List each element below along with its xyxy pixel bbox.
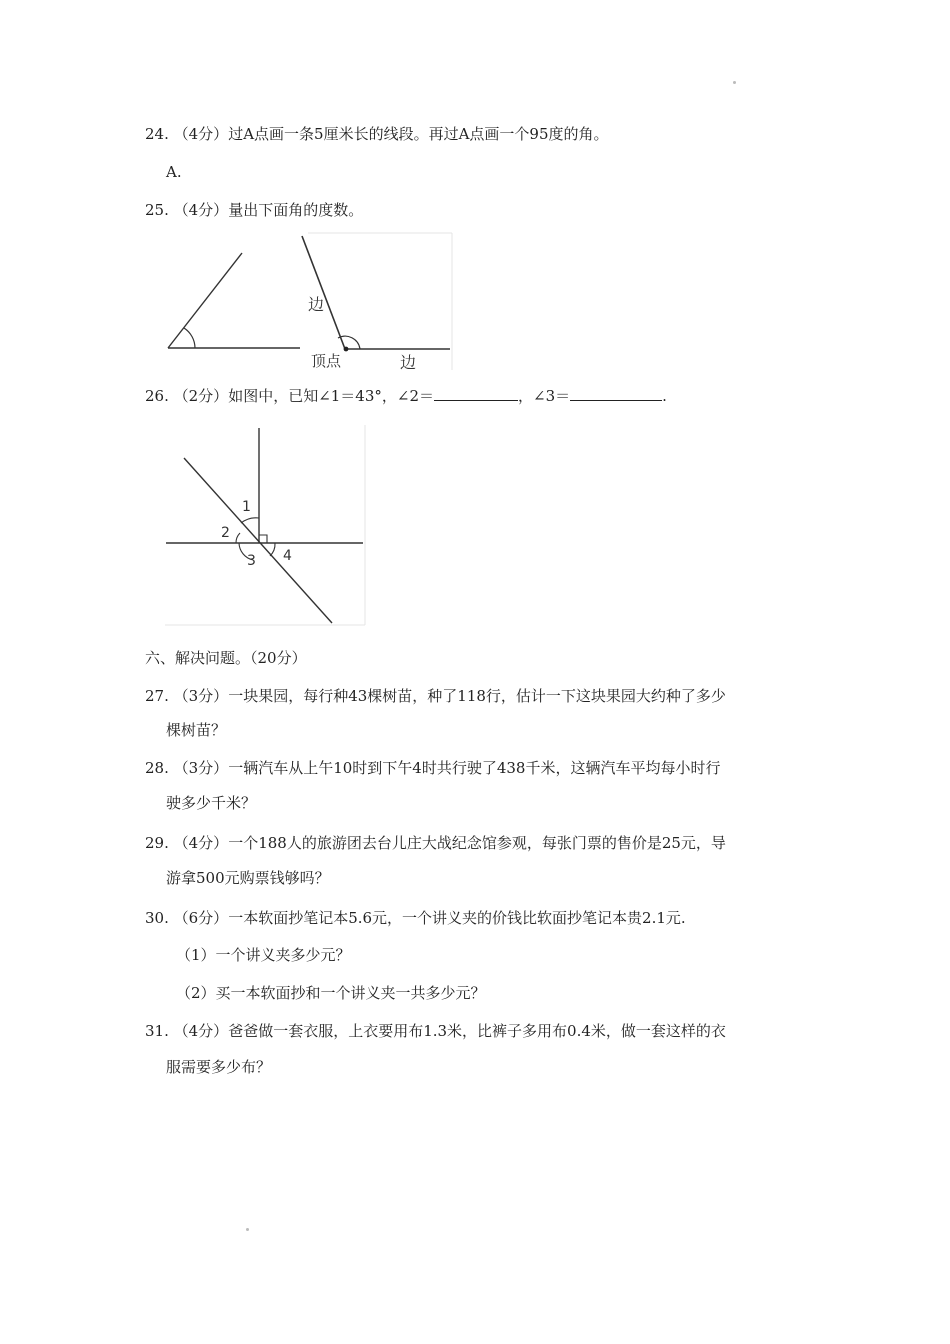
question-30: [145, 908, 686, 928]
point-a-label: A.: [166, 163, 182, 181]
vertex-dot: [344, 347, 349, 352]
question-number: 25.: [145, 201, 169, 219]
question-28: [145, 758, 720, 778]
label-angle-2: 2: [221, 525, 230, 541]
label-angle-4: 4: [283, 548, 292, 564]
question-29-continued: 游拿500元购票钱够吗？: [166, 869, 330, 887]
question-text: 过A点画一条5厘米长的线段。再过A点画一个95度的角。: [228, 125, 609, 143]
question-score: （4分）: [173, 125, 229, 143]
label-side-lower: 边: [400, 353, 417, 372]
question-score: （3分）: [173, 687, 229, 705]
angle-figures: [160, 228, 460, 376]
answer-blank-angle2[interactable]: [434, 386, 518, 401]
question-number: 27.: [145, 687, 169, 705]
question-number: 28.: [145, 759, 169, 777]
question-24: [145, 124, 609, 144]
right-angle-mark: [259, 535, 267, 543]
question-text: 爸爸做一套衣服，上衣要用布1.3米，比裤子多用布0.4米，做一套这样的衣: [228, 1022, 726, 1040]
question-text: 一本软面抄笔记本5.6元，一个讲义夹的价钱比软面抄笔记本贵2.1元.: [228, 909, 686, 927]
question-score: （3分）: [173, 759, 229, 777]
question-text: 一个188人的旅游团去台儿庄大战纪念馆参观，每张门票的售价是25元，导: [228, 834, 726, 852]
label-side-upper: 边: [308, 295, 325, 314]
angle-left-ray-upper: [168, 253, 242, 348]
question-text-mid: ，∠3＝: [518, 387, 571, 405]
page-mark-bottom: [246, 1228, 249, 1231]
question-30-sub-1: （1）一个讲义夹多少元？: [176, 946, 351, 964]
question-31: [145, 1021, 726, 1041]
question-text: 如图中，已知∠1＝43°，∠2＝: [228, 387, 434, 405]
question-27-continued: 棵树苗？: [166, 721, 227, 739]
angle-1-arc: [241, 518, 259, 523]
label-angle-3: 3: [247, 553, 256, 569]
label-vertex: 顶点: [311, 352, 342, 370]
question-number: 26.: [145, 387, 169, 405]
label-angle-1: 1: [242, 499, 251, 515]
intersecting-lines-figure: [160, 420, 370, 630]
question-text: 量出下面角的度数。: [228, 201, 364, 219]
question-text: 一块果园，每行种43棵树苗，种了118行，估计一下这块果园大约种了多少: [228, 687, 726, 705]
angle-2-arc: [236, 533, 240, 543]
question-26: [145, 386, 667, 406]
question-31-continued: 服需要多少布？: [166, 1058, 272, 1076]
question-28-continued: 驶多少千米？: [166, 794, 257, 812]
angle-left-arc: [184, 328, 195, 348]
question-number: 29.: [145, 834, 169, 852]
diagonal-line: [184, 458, 332, 623]
question-score: （2分）: [173, 387, 229, 405]
question-text-end: .: [662, 387, 667, 405]
page-mark-top: [733, 81, 736, 84]
question-score: （6分）: [173, 909, 229, 927]
question-27: [145, 686, 726, 706]
question-text: 一辆汽车从上午10时到下午4时共行驶了438千米，这辆汽车平均每小时行: [228, 759, 721, 777]
question-number: 31.: [145, 1022, 169, 1040]
question-number: 24.: [145, 125, 169, 143]
question-29: [145, 833, 726, 853]
question-30-sub-2: （2）买一本软面抄和一个讲义夹一共多少元？: [176, 984, 486, 1002]
question-score: （4分）: [173, 1022, 229, 1040]
question-number: 30.: [145, 909, 169, 927]
question-25: [145, 200, 363, 220]
question-score: （4分）: [173, 834, 229, 852]
question-score: （4分）: [173, 201, 229, 219]
section-6-title: 六、解决问题。（20分）: [145, 649, 307, 667]
angle-right-side-upper: [302, 236, 345, 349]
answer-blank-angle3[interactable]: [570, 386, 662, 401]
